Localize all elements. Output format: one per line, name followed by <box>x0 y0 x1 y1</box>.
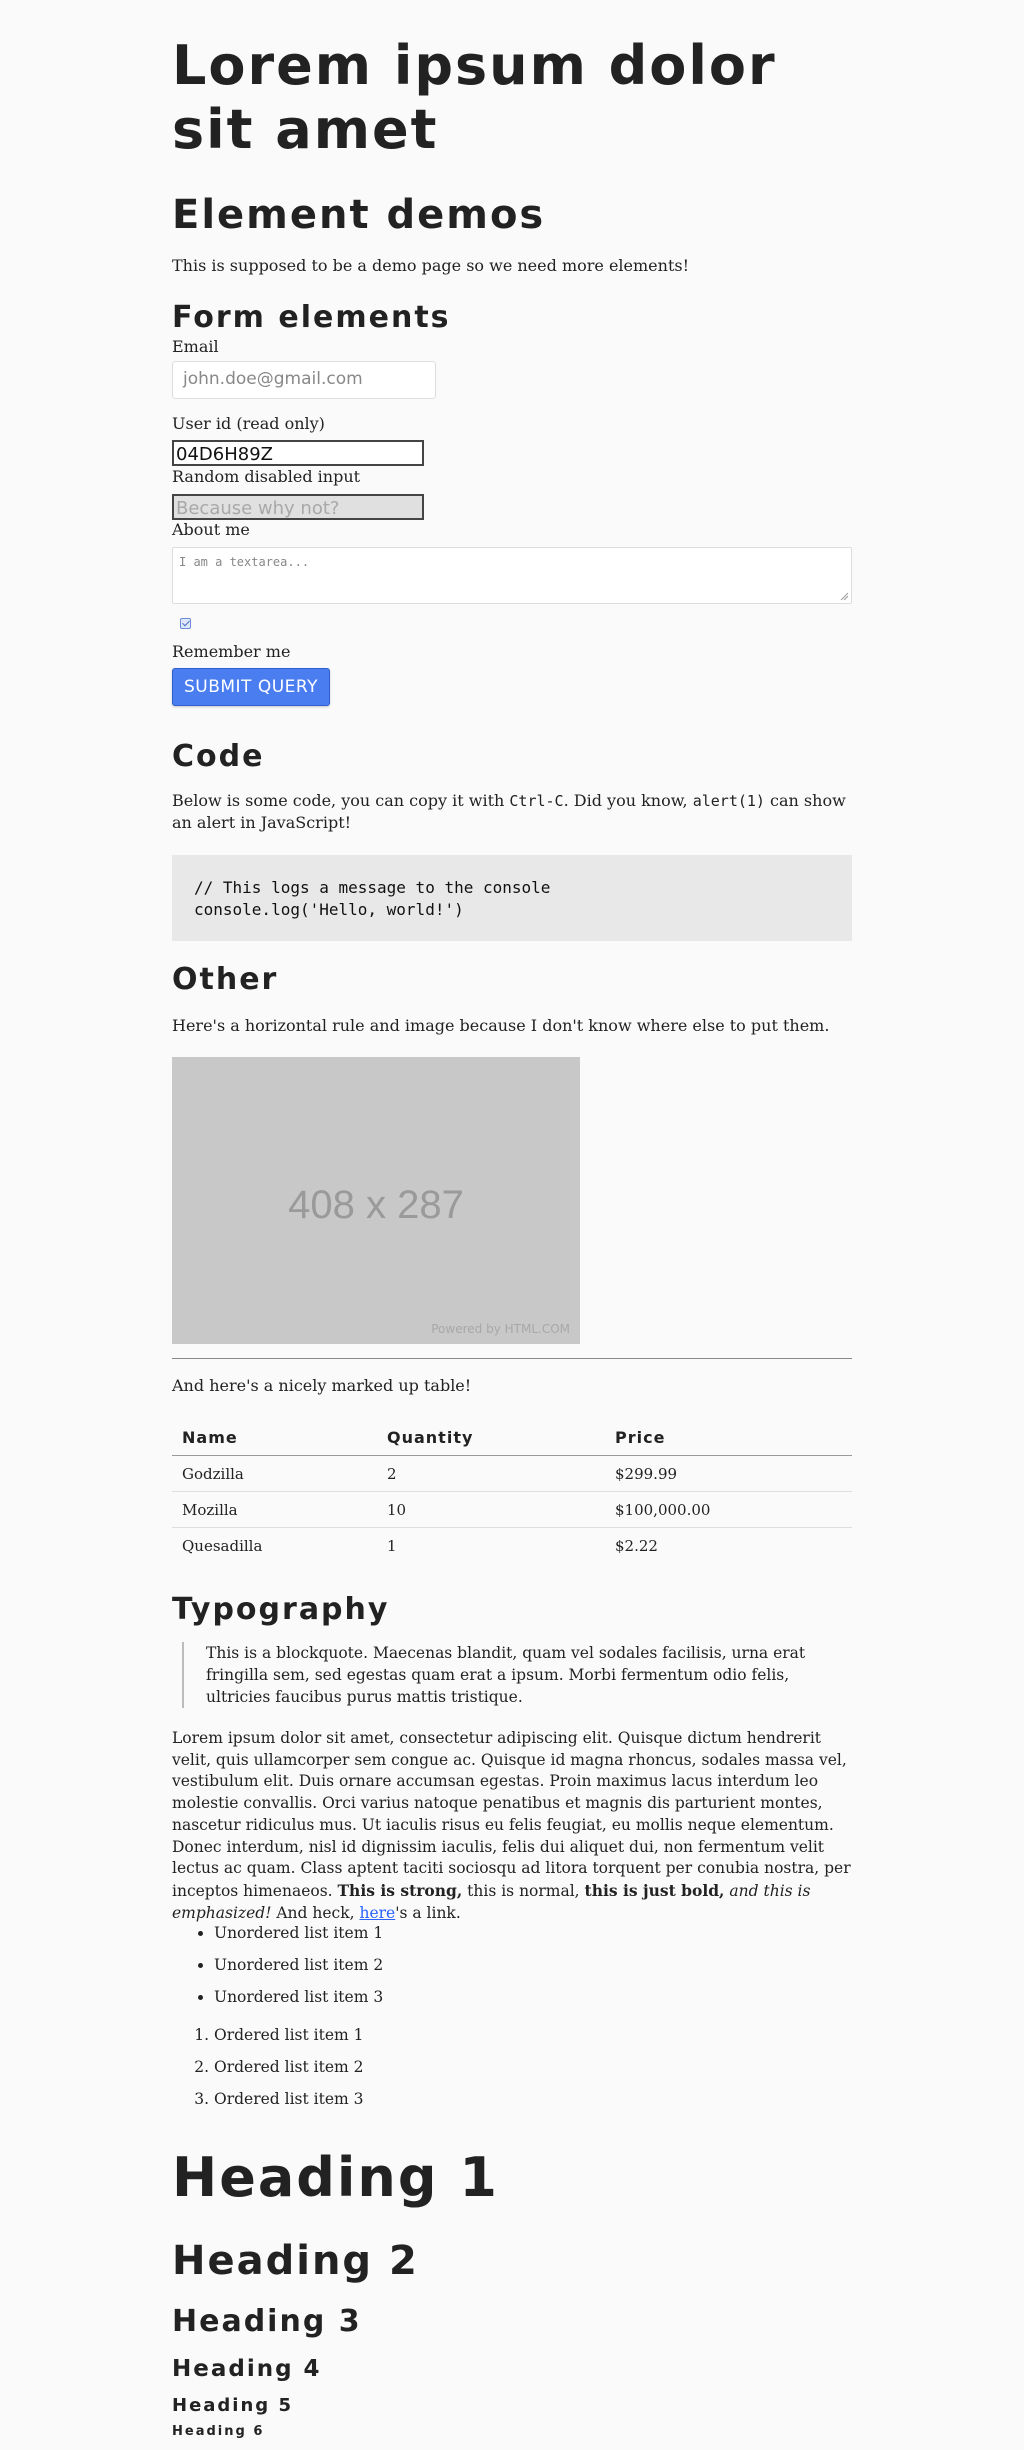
unordered-list <box>172 1922 383 2018</box>
disabled-input-label: Random disabled input <box>172 467 361 486</box>
heck-text: And heck, <box>271 1903 360 1922</box>
resize-grip-icon[interactable] <box>839 591 849 601</box>
normal-text: this is normal, <box>462 1881 585 1900</box>
bold-text: this is just bold, <box>584 1880 725 1900</box>
table-cell: $299.99 <box>605 1456 852 1492</box>
emphasized-text: and this is emphasized! <box>172 1881 811 1922</box>
code-intro <box>172 790 852 834</box>
heading-6: Heading 6 <box>172 2424 265 2439</box>
heading-2: Heading 2 <box>172 2238 419 2284</box>
blockquote: This is a blockquote. Maecenas blandit, quam vel sodales facilisis, urna erat fringilla sem, sed egestas quam erat a ipsum. Morbi fermentum odio felis, ultricies faucibus purus mattis tristique. <box>182 1642 814 1708</box>
about-textarea-placeholder: I am a textarea... <box>179 555 310 569</box>
column-header-price: Price <box>605 1419 852 1456</box>
about-textarea[interactable] <box>172 547 852 604</box>
table-row <box>172 1528 852 1564</box>
code-line-1: // This logs a message to the console <box>194 878 551 897</box>
code-block[interactable] <box>172 855 852 941</box>
heading-3: Heading 3 <box>172 2304 362 2339</box>
lorem-paragraph <box>172 1728 852 1924</box>
table-cell: Mozilla <box>172 1492 377 1528</box>
image-caption: Powered by HTML.COM <box>431 1322 570 1337</box>
table-cell: Godzilla <box>172 1456 377 1492</box>
link-after-text: 's a link. <box>395 1903 461 1922</box>
column-header-quantity: Quantity <box>377 1419 605 1456</box>
section-heading-typography: Typography <box>172 1592 390 1627</box>
horizontal-rule <box>172 1358 852 1359</box>
table-intro: And here's a nicely marked up table! <box>172 1376 472 1395</box>
element-demos-intro: This is supposed to be a demo page so we need more elements! <box>172 256 690 275</box>
email-label: Email <box>172 337 219 356</box>
table-cell: 10 <box>377 1492 605 1528</box>
email-field[interactable]: john.doe@gmail.com <box>172 361 436 399</box>
remember-me-checkbox[interactable] <box>180 618 191 629</box>
page-title: Lorem ipsum dolor sit amet <box>172 34 777 161</box>
table-cell: Quesadilla <box>182 1537 263 1556</box>
code-intro-text-1: Below is some code, you can copy it with <box>172 791 510 810</box>
table-cell: 2 <box>377 1456 605 1492</box>
table-cell: $100,000.00 <box>605 1492 852 1528</box>
code-intro-text-2: . Did you know, <box>563 791 693 810</box>
lorem-text: Lorem ipsum dolor sit amet, consectetur adipiscing elit. Quisque dictum hendrerit velit, quis ullamcorper sem congue ac. Quisque id magna rhoncus, sodales massa vel, vestibulum elit. Duis ornare accumsan egestas. Proin maximus lacus interdum leo molestie convallis. Orci varius natoque penatibus et magnis dis parturient montes, nascetur ridiculus mus. Ut iaculis risus eu felis feugiat, eu mollis neque elementum. Donec interdum, nisl id dignissim iaculis, felis dui aliquet dui, non fermentum velit lectus ac quam. Class aptent taciti sociosqu ad litora torquent per conubia nostra, per inceptos himenaeos. <box>172 1729 851 1900</box>
section-heading-form-elements: Form elements <box>172 300 451 335</box>
list-item: • Unordered list item 1 <box>214 1922 383 1944</box>
about-label: About me <box>172 520 250 539</box>
remember-me-label: Remember me <box>172 642 291 661</box>
other-intro: Here's a horizontal rule and image because I don't know where else to put them. <box>172 1016 830 1035</box>
userid-label: User id (read only) <box>172 414 325 433</box>
image-dimensions-text: 408 x 287 <box>288 1183 464 1227</box>
heading-5: Heading 5 <box>172 2395 293 2416</box>
data-table <box>172 1419 852 1563</box>
list-item: 2. Ordered list item 2 <box>214 2056 364 2078</box>
code-line-2: console.log('Hello, world!') <box>194 900 464 919</box>
placeholder-image <box>172 1057 580 1344</box>
column-header-name: Name <box>172 1419 377 1456</box>
table-row <box>172 1456 852 1492</box>
heading-1: Heading 1 <box>172 2146 499 2209</box>
table-cell: $2.22 <box>615 1537 658 1556</box>
list-item: 3. Ordered list item 3 <box>214 2088 364 2110</box>
section-heading-code: Code <box>172 739 265 774</box>
shortcut-code: Ctrl-C <box>509 792 564 810</box>
submit-button[interactable]: SUBMIT QUERY <box>172 668 330 706</box>
heading-4: Heading 4 <box>172 2356 322 2382</box>
code-intro-text-3: can show an alert in JavaScript! <box>172 791 846 832</box>
list-item: 1. Ordered list item 1 <box>214 2024 364 2046</box>
list-item: • Unordered list item 3 <box>214 1986 383 2008</box>
table-row <box>172 1492 852 1528</box>
ordered-list <box>172 2024 364 2120</box>
section-heading-other: Other <box>172 962 279 997</box>
alert-code: alert(1) <box>692 792 765 810</box>
userid-field[interactable]: 04D6H89Z <box>172 440 424 466</box>
inline-link[interactable]: here <box>359 1903 396 1922</box>
table-cell: 1 <box>387 1537 397 1556</box>
section-heading-element-demos: Element demos <box>172 192 546 238</box>
disabled-field: Because why not? <box>172 494 424 520</box>
strong-text: This is strong, <box>337 1880 463 1900</box>
list-item: • Unordered list item 2 <box>214 1954 383 1976</box>
table-header-row <box>172 1419 852 1456</box>
